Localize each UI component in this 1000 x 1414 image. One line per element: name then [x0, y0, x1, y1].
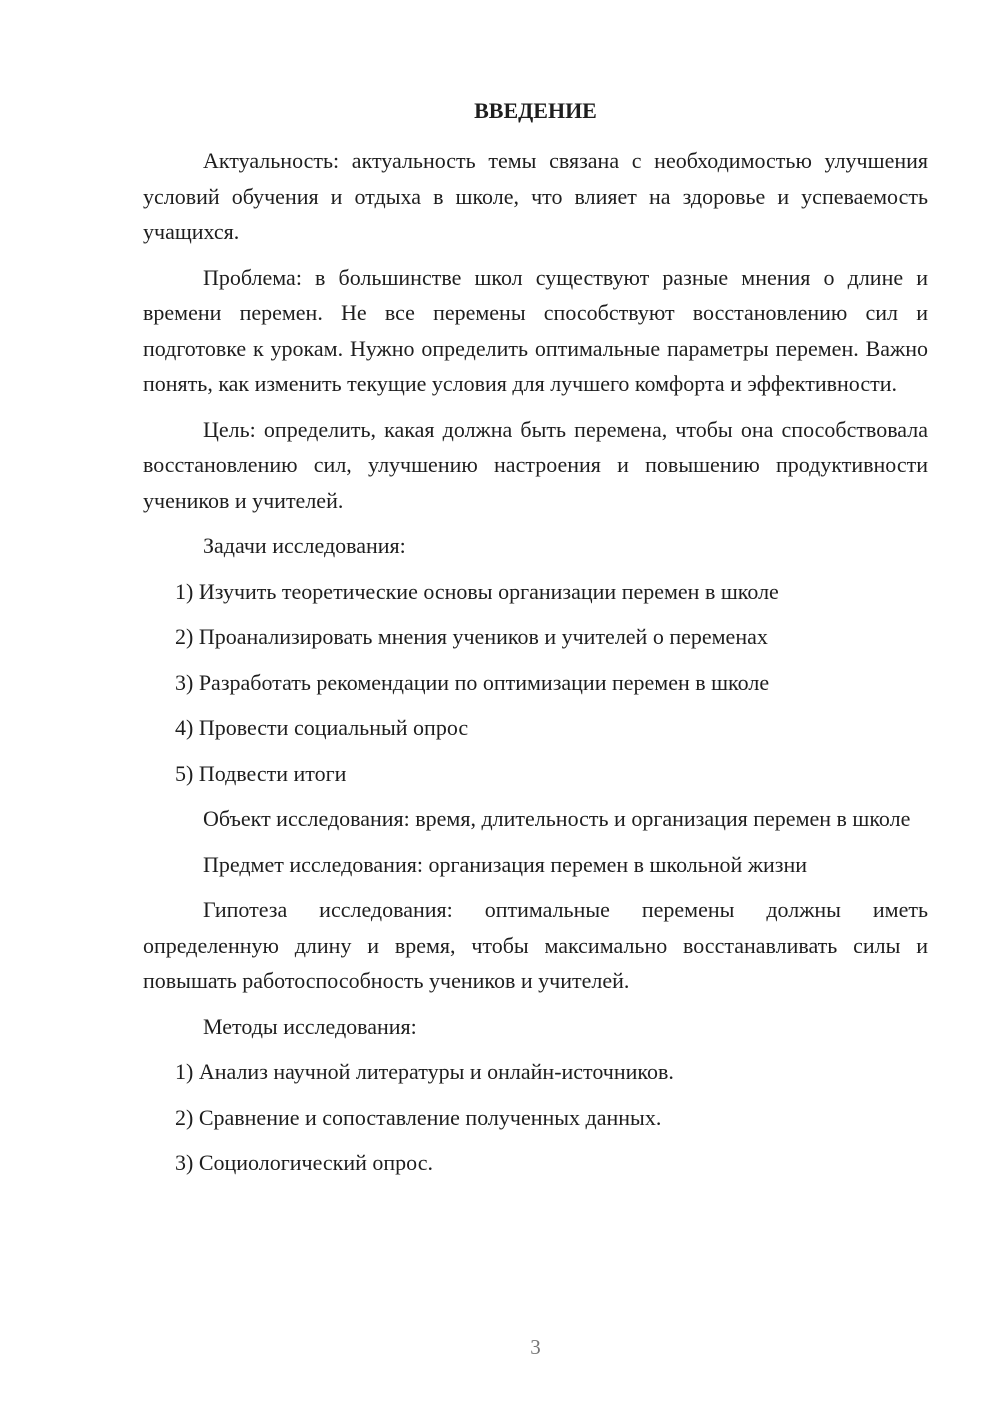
tasks-heading: Задачи исследования:: [203, 533, 406, 558]
document-body: [143, 143, 928, 1191]
subject-paragraph: Предмет исследования: организация перемен в школьной жизни: [203, 851, 808, 877]
document-page: [143, 0, 928, 1414]
object-paragraph: Объект исследования: время, длительность и организация перемен в школе: [203, 806, 911, 831]
methods-list: [143, 1054, 928, 1181]
list-item: 4) Провести социальный опрос: [175, 715, 469, 740]
hypothesis-paragraph: Гипотеза исследования: оптимальные перемены должны иметь определенную длину и время, чтобы максимально восстанавливать силы и повышать работоспособность учеников и учителей.: [143, 897, 928, 993]
list-item: 2) Сравнение и сопоставление полученных данных.: [175, 1104, 662, 1130]
goal-paragraph: Цель: определить, какая должна быть перемена, чтобы она способствовала восстановлению сил, улучшению настроения и повышению продуктивности учеников и учителей.: [143, 416, 928, 513]
list-item: 1) Изучить теоретические основы организации перемен в школе: [175, 578, 779, 604]
methods-heading: Методы исследования:: [203, 1013, 417, 1039]
page-number: 3: [530, 1335, 541, 1359]
list-item: 5) Подвести итоги: [175, 760, 347, 786]
list-item: 2) Проанализировать мнения учеников и учителей о переменах: [175, 624, 768, 649]
list-item: 3) Социологический опрос.: [175, 1150, 433, 1175]
list-item: 3) Разработать рекомендации по оптимизации перемен в школе: [175, 669, 770, 695]
problem-paragraph: Проблема: в большинстве школ существуют разные мнения о длине и времени перемен. Не все перемены способствуют восстановлению сил и подготовке к урокам. Нужно определить оптимальные параметры перемен. Важно понять, как изменить текущие условия для лучшего комфорта и эффективности.: [143, 264, 928, 396]
relevance-paragraph: Актуальность: актуальность темы связана с необходимостью улучшения условий обучения и отдыха в школе, что влияет на здоровье и успеваемость учащихся.: [143, 148, 928, 244]
page-title: ВВЕДЕНИЕ: [474, 98, 597, 123]
tasks-list: [143, 574, 928, 792]
list-item: 1) Анализ научной литературы и онлайн-источников.: [175, 1059, 674, 1084]
